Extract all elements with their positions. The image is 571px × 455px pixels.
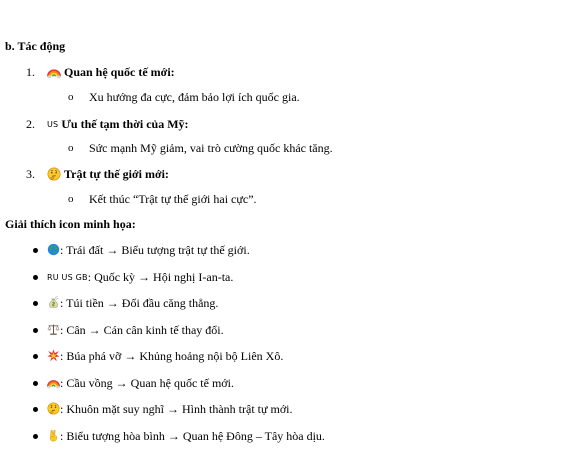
flags-code: RU US GB xyxy=(47,273,88,282)
bullet-dot xyxy=(33,301,38,306)
effect-number-2: 2. xyxy=(26,117,35,131)
sub-bullet-marker: o xyxy=(68,193,74,205)
icons-heading: Giải thích icon minh họa: xyxy=(5,217,136,231)
sub-bullet-marker: o xyxy=(68,91,74,103)
icon-item-collision: : Búa phá vỡ → Khủng hoảng nội bộ Liên Xô. xyxy=(47,348,283,364)
collision-icon xyxy=(47,349,60,362)
bullet-dot xyxy=(33,354,38,359)
icon-item-scales: : Cân → Cán cân kinh tế thay đổi. xyxy=(47,322,224,338)
effect-detail-2: Sức mạnh Mỹ giảm, vai trò cường quốc khác tăng. xyxy=(89,141,333,155)
icon-item-rainbow: : Cầu vồng → Quan hệ quốc tế mới. xyxy=(47,375,234,391)
effect-detail-3: Kết thúc “Trật tự thế giới hai cực”. xyxy=(89,192,257,206)
thinking-face-icon xyxy=(47,167,61,181)
money-bag-icon xyxy=(47,296,60,309)
effect-number-1: 1. xyxy=(26,65,35,79)
icon-item-victory-hand: : Biểu tượng hòa bình → Quan hệ Đông – Tây hòa dịu. xyxy=(47,428,325,444)
rainbow-icon xyxy=(47,65,61,79)
bullet-dot xyxy=(33,248,38,253)
globe-icon xyxy=(47,243,60,256)
effect-number-3: 3. xyxy=(26,167,35,181)
icon-item-flags: RU US GB: Quốc kỳ → Hội nghị I-an-ta. xyxy=(47,270,234,284)
scales-icon xyxy=(47,323,60,336)
bullet-dot xyxy=(33,434,38,439)
rainbow-icon xyxy=(47,376,60,389)
effect-title-2: US Ưu thế tạm thời của Mỹ: xyxy=(47,117,189,131)
bullet-dot xyxy=(33,328,38,333)
icon-item-globe: : Trái đất → Biểu tượng trật tự thế giới. xyxy=(47,242,250,258)
icon-item-thinking-face: : Khuôn mặt suy nghĩ → Hình thành trật tự mới. xyxy=(47,401,293,417)
us-flag-code: US xyxy=(47,120,59,129)
effects-heading: b. Tác động xyxy=(5,39,66,53)
effect-detail-1: Xu hướng đa cực, đảm bảo lợi ích quốc gia. xyxy=(89,90,300,104)
victory-hand-icon xyxy=(47,429,60,442)
effect-title-1: Quan hệ quốc tế mới: xyxy=(47,64,175,80)
sub-bullet-marker: o xyxy=(68,142,74,154)
thinking-face-icon xyxy=(47,402,60,415)
bullet-dot xyxy=(33,381,38,386)
effect-title-3: Trật tự thế giới mới: xyxy=(47,166,169,182)
bullet-dot xyxy=(33,407,38,412)
icon-item-money-bag: : Túi tiền → Đối đầu căng thẳng. xyxy=(47,295,218,311)
bullet-dot xyxy=(33,275,38,280)
